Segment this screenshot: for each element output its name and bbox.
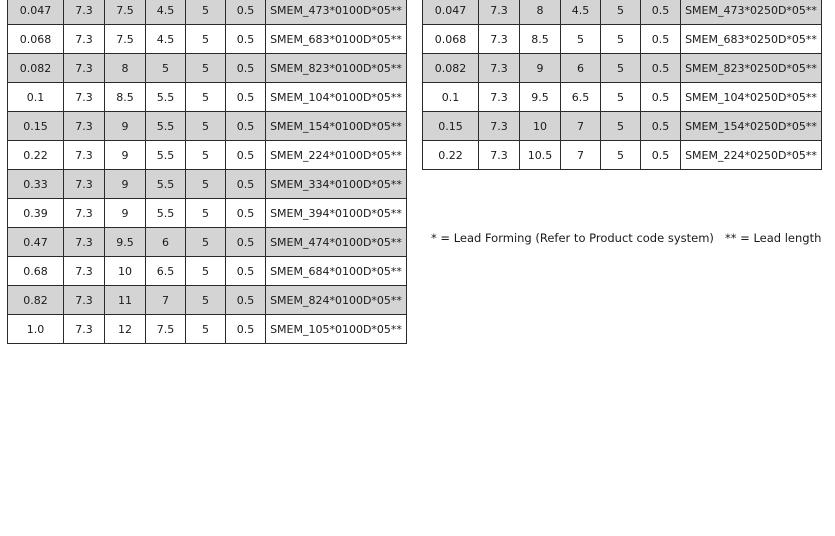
dimension-h-cell: 9 xyxy=(520,54,561,83)
table-row xyxy=(8,83,407,112)
table-row xyxy=(8,54,407,83)
dimension-d-cell: 7.3 xyxy=(479,0,520,25)
dimension-t-cell: 5 xyxy=(146,54,186,83)
dimension-d-cell: 7.3 xyxy=(479,83,520,112)
cap-cell: 0.15 xyxy=(8,112,64,141)
part-number-cell: SMEM_684*0100D*05** xyxy=(266,257,407,286)
lead-spacing-cell: 5 xyxy=(186,257,226,286)
lead-diameter-cell: 0.5 xyxy=(226,170,266,199)
lead-diameter-cell: 0.5 xyxy=(226,286,266,315)
part-number-cell: SMEM_154*0100D*05** xyxy=(266,112,407,141)
lead-spacing-cell: 5 xyxy=(186,25,226,54)
dimension-h-cell: 8 xyxy=(520,0,561,25)
lead-diameter-cell: 0.5 xyxy=(226,199,266,228)
lead-diameter-cell: 0.5 xyxy=(226,315,266,344)
lead-diameter-cell: 0.5 xyxy=(226,54,266,83)
dimension-d-cell: 7.3 xyxy=(64,54,105,83)
lead-spacing-cell: 5 xyxy=(186,112,226,141)
lead-spacing-cell: 5 xyxy=(186,199,226,228)
dimension-h-cell: 9.5 xyxy=(105,228,146,257)
dimension-t-cell: 6 xyxy=(146,228,186,257)
table-row xyxy=(423,83,822,112)
lead-diameter-cell: 0.5 xyxy=(226,0,266,25)
dimension-d-cell: 7.3 xyxy=(64,257,105,286)
part-number-cell: SMEM_394*0100D*05** xyxy=(266,199,407,228)
part-number-cell: SMEM_823*0250D*05** xyxy=(681,54,822,83)
lead-spacing-cell: 5 xyxy=(601,25,641,54)
table-row xyxy=(8,199,407,228)
part-number-cell: SMEM_824*0100D*05** xyxy=(266,286,407,315)
cap-cell: 0.1 xyxy=(423,83,479,112)
part-number-cell: SMEM_683*0100D*05** xyxy=(266,25,407,54)
cap-cell: 0.047 xyxy=(8,0,64,25)
cap-cell: 0.47 xyxy=(8,228,64,257)
dimension-t-cell: 6.5 xyxy=(561,83,601,112)
lead-spacing-cell: 5 xyxy=(186,228,226,257)
dimension-t-cell: 6.5 xyxy=(146,257,186,286)
dimension-h-cell: 11 xyxy=(105,286,146,315)
lead-spacing-cell: 5 xyxy=(186,141,226,170)
lead-diameter-cell: 0.5 xyxy=(641,83,681,112)
lead-diameter-cell: 0.5 xyxy=(641,54,681,83)
cap-cell: 0.22 xyxy=(423,141,479,170)
dimension-h-cell: 10.5 xyxy=(520,141,561,170)
dimension-t-cell: 5 xyxy=(561,25,601,54)
dimension-h-cell: 9.5 xyxy=(520,83,561,112)
lead-spacing-cell: 5 xyxy=(601,112,641,141)
dimension-t-cell: 5.5 xyxy=(146,112,186,141)
lead-diameter-cell: 0.5 xyxy=(226,25,266,54)
lead-spacing-cell: 5 xyxy=(601,0,641,25)
dimension-h-cell: 9 xyxy=(105,199,146,228)
dimension-d-cell: 7.3 xyxy=(64,0,105,25)
dimension-h-cell: 9 xyxy=(105,170,146,199)
dimension-d-cell: 7.3 xyxy=(64,112,105,141)
dimension-d-cell: 7.3 xyxy=(479,54,520,83)
part-number-cell: SMEM_224*0250D*05** xyxy=(681,141,822,170)
lead-spacing-cell: 5 xyxy=(186,315,226,344)
cap-cell: 0.22 xyxy=(8,141,64,170)
dimension-h-cell: 10 xyxy=(105,257,146,286)
lead-diameter-cell: 0.5 xyxy=(226,112,266,141)
lead-diameter-cell: 0.5 xyxy=(226,228,266,257)
part-number-cell: SMEM_823*0100D*05** xyxy=(266,54,407,83)
table-row xyxy=(423,54,822,83)
dimension-d-cell: 7.3 xyxy=(479,112,520,141)
dimension-t-cell: 7.5 xyxy=(146,315,186,344)
part-number-cell: SMEM_154*0250D*05** xyxy=(681,112,822,141)
cap-cell: 0.082 xyxy=(8,54,64,83)
cap-cell: 0.15 xyxy=(423,112,479,141)
dimension-t-cell: 7 xyxy=(561,141,601,170)
table-row xyxy=(8,228,407,257)
dimension-h-cell: 10 xyxy=(520,112,561,141)
part-number-cell: SMEM_473*0100D*05** xyxy=(266,0,407,25)
dimension-d-cell: 7.3 xyxy=(64,83,105,112)
dimension-t-cell: 4.5 xyxy=(561,0,601,25)
lead-length-note: ** = Lead length xyxy=(725,231,822,245)
right-table-body xyxy=(423,0,822,170)
part-number-cell: SMEM_474*0100D*05** xyxy=(266,228,407,257)
table-row xyxy=(423,112,822,141)
lead-diameter-cell: 0.5 xyxy=(641,141,681,170)
dimension-t-cell: 4.5 xyxy=(146,25,186,54)
lead-diameter-cell: 0.5 xyxy=(641,112,681,141)
lead-spacing-cell: 5 xyxy=(186,286,226,315)
cap-cell: 0.82 xyxy=(8,286,64,315)
dimension-t-cell: 6 xyxy=(561,54,601,83)
lead-diameter-cell: 0.5 xyxy=(226,141,266,170)
table-row xyxy=(423,25,822,54)
part-number-cell: SMEM_105*0100D*05** xyxy=(266,315,407,344)
dimension-t-cell: 7 xyxy=(146,286,186,315)
dimension-h-cell: 12 xyxy=(105,315,146,344)
cap-cell: 0.068 xyxy=(423,25,479,54)
lead-spacing-cell: 5 xyxy=(186,83,226,112)
dimension-t-cell: 5.5 xyxy=(146,170,186,199)
cap-cell: 1.0 xyxy=(8,315,64,344)
lead-spacing-cell: 5 xyxy=(186,0,226,25)
dimension-d-cell: 7.3 xyxy=(64,228,105,257)
cap-cell: 0.33 xyxy=(8,170,64,199)
dimension-t-cell: 7 xyxy=(561,112,601,141)
table-row xyxy=(8,170,407,199)
lead-forming-note: * = Lead Forming (Refer to Product code system) xyxy=(431,231,714,245)
table-row xyxy=(8,315,407,344)
dimension-h-cell: 8.5 xyxy=(105,83,146,112)
cap-cell: 0.68 xyxy=(8,257,64,286)
cap-cell: 0.1 xyxy=(8,83,64,112)
lead-spacing-cell: 5 xyxy=(186,54,226,83)
dimension-t-cell: 5.5 xyxy=(146,199,186,228)
lead-spacing-cell: 5 xyxy=(601,141,641,170)
part-number-cell: SMEM_683*0250D*05** xyxy=(681,25,822,54)
cap-cell: 0.082 xyxy=(423,54,479,83)
capacitor-spec-table-right xyxy=(422,0,822,170)
dimension-d-cell: 7.3 xyxy=(64,286,105,315)
dimension-d-cell: 7.3 xyxy=(64,170,105,199)
part-number-cell: SMEM_104*0250D*05** xyxy=(681,83,822,112)
cap-cell: 0.068 xyxy=(8,25,64,54)
table-row xyxy=(8,141,407,170)
dimension-t-cell: 5.5 xyxy=(146,141,186,170)
left-table-body xyxy=(8,0,407,344)
part-number-cell: SMEM_473*0250D*05** xyxy=(681,0,822,25)
dimension-h-cell: 9 xyxy=(105,112,146,141)
dimension-h-cell: 8 xyxy=(105,54,146,83)
part-number-cell: SMEM_224*0100D*05** xyxy=(266,141,407,170)
cap-cell: 0.047 xyxy=(423,0,479,25)
lead-spacing-cell: 5 xyxy=(186,170,226,199)
lead-spacing-cell: 5 xyxy=(601,83,641,112)
lead-diameter-cell: 0.5 xyxy=(226,83,266,112)
lead-diameter-cell: 0.5 xyxy=(641,0,681,25)
dimension-d-cell: 7.3 xyxy=(64,141,105,170)
table-row xyxy=(8,112,407,141)
table-row xyxy=(423,141,822,170)
lead-diameter-cell: 0.5 xyxy=(226,257,266,286)
dimension-t-cell: 4.5 xyxy=(146,0,186,25)
cap-cell: 0.39 xyxy=(8,199,64,228)
lead-diameter-cell: 0.5 xyxy=(641,25,681,54)
table-row xyxy=(8,286,407,315)
dimension-d-cell: 7.3 xyxy=(64,315,105,344)
dimension-h-cell: 9 xyxy=(105,141,146,170)
table-row xyxy=(8,25,407,54)
lead-spacing-cell: 5 xyxy=(601,54,641,83)
capacitor-spec-table-left xyxy=(7,0,407,344)
part-number-cell: SMEM_334*0100D*05** xyxy=(266,170,407,199)
dimension-h-cell: 7.5 xyxy=(105,0,146,25)
dimension-d-cell: 7.3 xyxy=(479,25,520,54)
dimension-h-cell: 8.5 xyxy=(520,25,561,54)
part-number-cell: SMEM_104*0100D*05** xyxy=(266,83,407,112)
table-row xyxy=(423,0,822,25)
dimension-d-cell: 7.3 xyxy=(64,199,105,228)
table-row xyxy=(8,257,407,286)
dimension-d-cell: 7.3 xyxy=(64,25,105,54)
dimension-d-cell: 7.3 xyxy=(479,141,520,170)
table-row xyxy=(8,0,407,25)
dimension-t-cell: 5.5 xyxy=(146,83,186,112)
dimension-h-cell: 7.5 xyxy=(105,25,146,54)
